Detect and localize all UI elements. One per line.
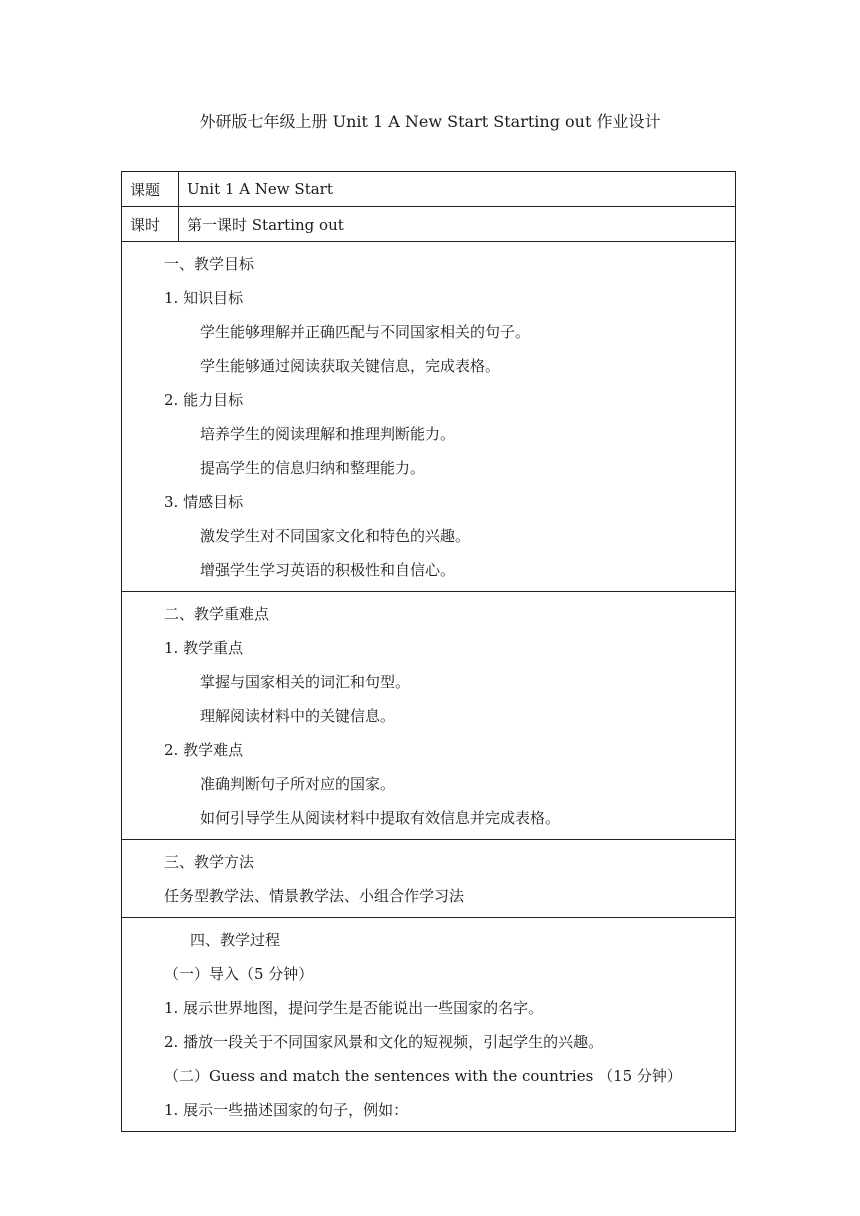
table-row-topic <box>122 172 735 207</box>
list-item: 培养学生的阅读理解和推理判断能力。 <box>200 425 456 443</box>
list-item: 1. 展示世界地图，提问学生是否能说出一些国家的名字。 <box>164 999 544 1017</box>
process-heading: 四、教学过程 <box>190 931 281 949</box>
lesson-plan-table <box>121 171 736 1132</box>
list-item: 激发学生对不同国家文化和特色的兴趣。 <box>200 527 471 545</box>
keypoints-heading: 二、教学重难点 <box>164 605 270 623</box>
table-row-period <box>122 207 735 242</box>
document-title: 外研版七年级上册 Unit 1 A New Start Starting out 作业设计 <box>199 112 661 131</box>
list-item: 提高学生的信息归纳和整理能力。 <box>200 459 426 477</box>
list-item: 学生能够理解并正确匹配与不同国家相关的句子。 <box>200 323 531 341</box>
ability-heading: 2. 能力目标 <box>164 391 244 409</box>
list-item: 学生能够通过阅读获取关键信息，完成表格。 <box>200 357 501 375</box>
section-process <box>122 918 735 1131</box>
topic-label: 课题 <box>122 172 179 206</box>
list-item: 1. 展示一些描述国家的句子，例如： <box>164 1101 409 1119</box>
difficult-heading: 2. 教学难点 <box>164 741 244 759</box>
topic-value: Unit 1 A New Start <box>187 180 333 198</box>
list-item: （一）导入（5 分钟） <box>164 965 314 983</box>
period-label: 课时 <box>122 207 179 241</box>
list-item: 掌握与国家相关的词汇和句型。 <box>200 673 411 691</box>
methods-text: 任务型教学法、情景教学法、小组合作学习法 <box>164 887 465 905</box>
period-value: 第一课时 Starting out <box>187 215 344 234</box>
list-item: （二）Guess and match the sentences with the countries （15 分钟） <box>164 1067 682 1085</box>
list-item: 增强学生学习英语的积极性和自信心。 <box>200 561 456 579</box>
section-objectives <box>122 242 735 592</box>
knowledge-heading: 1. 知识目标 <box>164 289 244 307</box>
objectives-heading: 一、教学目标 <box>164 255 255 273</box>
section-methods <box>122 840 735 918</box>
list-item: 如何引导学生从阅读材料中提取有效信息并完成表格。 <box>200 809 561 827</box>
section-keypoints <box>122 592 735 840</box>
list-item: 准确判断句子所对应的国家。 <box>200 775 396 793</box>
list-item: 2. 播放一段关于不同国家风景和文化的短视频，引起学生的兴趣。 <box>164 1033 604 1051</box>
key-heading: 1. 教学重点 <box>164 639 244 657</box>
emotion-heading: 3. 情感目标 <box>164 493 244 511</box>
list-item: 理解阅读材料中的关键信息。 <box>200 707 396 725</box>
methods-heading: 三、教学方法 <box>164 853 255 871</box>
